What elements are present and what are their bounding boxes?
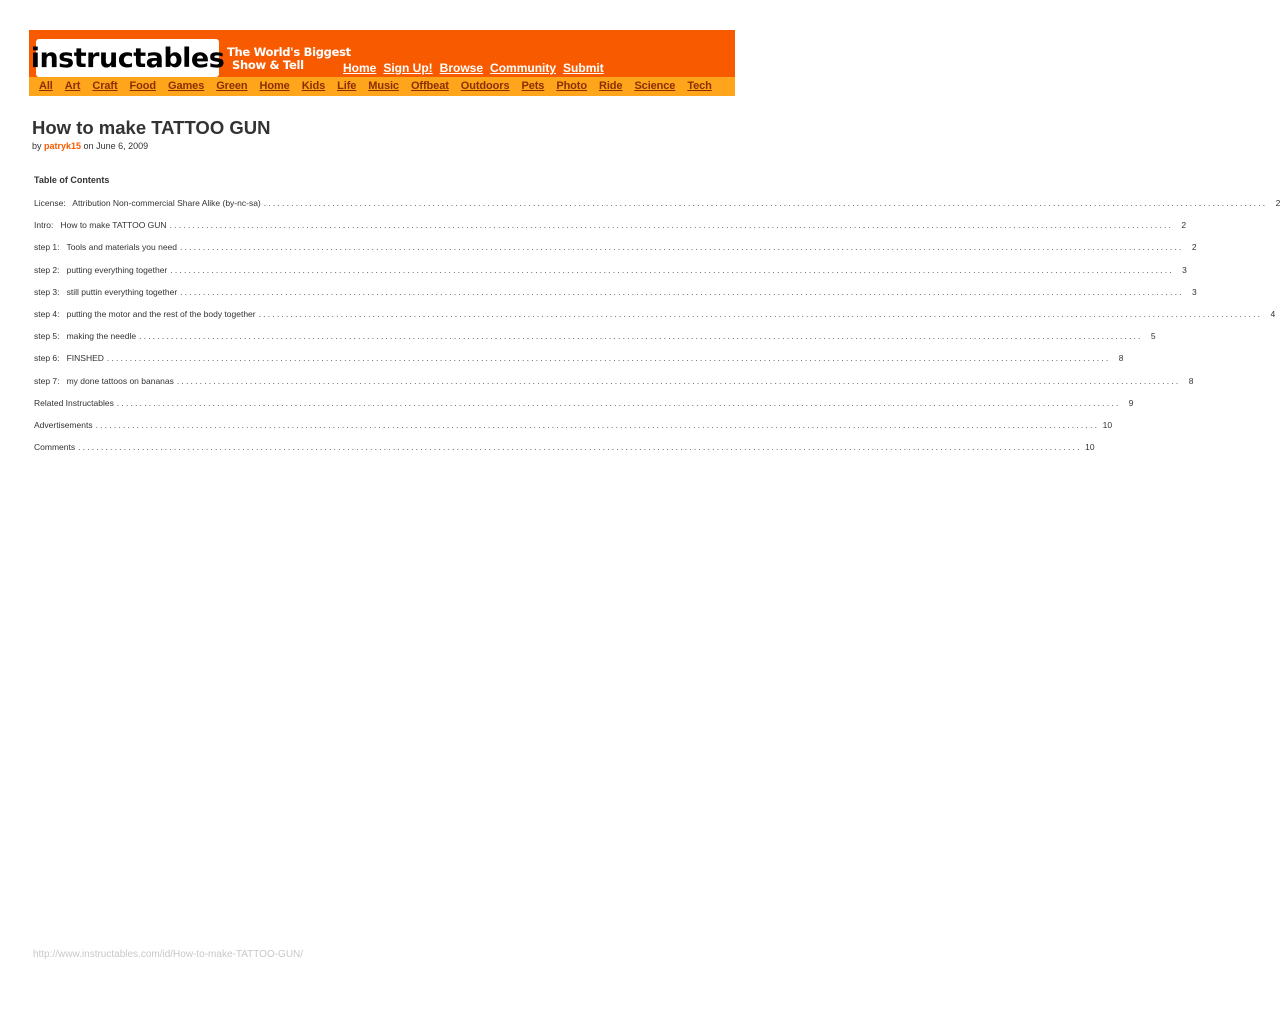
byline-by: by — [32, 141, 45, 151]
toc-entry-page: 10 — [1085, 442, 1095, 453]
toc-dot-leader: ............................................................................................................................................................................................................................ — [116, 397, 1121, 408]
toc-entry-related[interactable] — [34, 397, 1134, 420]
toc-entry-page: 4 — [1270, 308, 1276, 319]
toc-entry-label: Intro: How to make TATTOO GUN — [34, 220, 167, 231]
toc-entry-page: 9 — [1128, 397, 1134, 408]
toc-entry-label: Related Instructables — [34, 397, 114, 408]
toc-entry-page: 8 — [1188, 375, 1194, 386]
toc-entry-page: 2 — [1275, 198, 1280, 208]
toc-entry-page: 3 — [1191, 286, 1197, 297]
toc-entry-intro[interactable] — [34, 220, 1187, 242]
toc-entry-label: step 4: putting the motor and the rest of the body together — [34, 308, 256, 319]
toc-entry-step-5[interactable] — [34, 331, 1156, 353]
toc-entry-license[interactable] — [34, 198, 1280, 220]
category-pets-link[interactable]: Pets — [521, 80, 545, 92]
toc-dot-leader: ............................................................................................................................................................................................................................ — [176, 375, 1181, 386]
toc-entry-page: 2 — [1191, 242, 1197, 253]
toc-entry-step-4[interactable] — [34, 308, 1276, 331]
article-title: How to make TATTOO GUN — [32, 117, 271, 138]
byline-on: on — [81, 141, 97, 151]
category-music-link[interactable]: Music — [368, 80, 399, 92]
toc-entry-label: step 7: my done tattoos on bananas — [34, 375, 174, 386]
logo-text: instructables — [30, 42, 225, 74]
nav-submit-link[interactable]: Submit — [563, 61, 604, 75]
main-nav — [343, 61, 604, 75]
toc-dot-leader: ............................................................................................................................................................................................................................ — [180, 242, 1184, 253]
toc-entry-page: 3 — [1182, 264, 1187, 275]
toc-entry-label: step 5: making the needle — [34, 331, 137, 342]
toc-heading: Table of Contents — [34, 175, 110, 185]
toc-entry-step-2[interactable] — [34, 264, 1187, 287]
toc-entry-label: step 1: Tools and materials you need — [34, 242, 178, 253]
toc-entry-step-7[interactable] — [34, 375, 1194, 398]
category-outdoors-link[interactable]: Outdoors — [460, 80, 510, 92]
site-header-banner — [29, 30, 735, 96]
category-all-link[interactable]: All — [39, 80, 53, 92]
nav-home-link[interactable]: Home — [343, 61, 377, 75]
category-craft-link[interactable]: Craft — [92, 80, 118, 92]
toc-entry-label: Comments — [34, 442, 76, 453]
category-food-link[interactable]: Food — [129, 80, 157, 92]
nav-community-link[interactable]: Community — [490, 61, 557, 75]
author-link[interactable]: patryk15 — [44, 141, 82, 151]
nav-browse-link[interactable]: Browse — [439, 61, 484, 75]
toc-entry-step-1[interactable] — [34, 242, 1197, 264]
article-byline — [32, 141, 148, 151]
category-science-link[interactable]: Science — [634, 80, 676, 92]
tagline-line-2: Show & Tell — [232, 58, 304, 72]
toc-dot-leader: ............................................................................................................................................................................................................................ — [106, 353, 1111, 364]
toc-entry-page: 2 — [1181, 220, 1187, 231]
tagline-line-1: The World's Biggest — [227, 45, 351, 59]
toc-entry-page: 8 — [1118, 353, 1124, 364]
toc-dot-leader: ............................................................................................................................................................................................................................ — [169, 220, 1174, 231]
toc-dot-leader: ............................................................................................................................................................................................................................ — [263, 198, 1268, 208]
category-photo-link[interactable]: Photo — [556, 80, 587, 92]
toc-dot-leader: ............................................................................................................................................................................................................................ — [78, 442, 1082, 453]
toc-entry-label: License: Attribution Non-commercial Share Alike (by-nc-sa) — [34, 198, 261, 208]
toc-entry-page: 5 — [1150, 331, 1156, 342]
category-home-link[interactable]: Home — [259, 80, 290, 92]
toc-entry-label: Advertisements — [34, 419, 93, 430]
table-of-contents — [34, 198, 1280, 464]
toc-entry-comments[interactable] — [34, 442, 1095, 464]
nav-signup-link[interactable]: Sign Up! — [383, 61, 433, 75]
toc-dot-leader: ............................................................................................................................................................................................................................ — [180, 286, 1184, 297]
toc-dot-leader: ............................................................................................................................................................................................................................ — [95, 419, 1100, 430]
tagline — [227, 46, 351, 72]
publish-date: June 6, 2009 — [96, 141, 149, 151]
toc-entry-label: step 3: still puttin everything together — [34, 286, 178, 297]
category-ride-link[interactable]: Ride — [599, 80, 623, 92]
toc-entry-advertisements[interactable] — [34, 419, 1113, 442]
toc-entry-step-3[interactable] — [34, 286, 1197, 309]
category-offbeat-link[interactable]: Offbeat — [410, 80, 449, 92]
category-tech-link[interactable]: Tech — [687, 80, 712, 92]
category-nav — [39, 80, 712, 92]
toc-dot-leader: ............................................................................................................................................................................................................................ — [170, 264, 1174, 275]
site-logo[interactable] — [30, 39, 225, 77]
toc-dot-leader: ............................................................................................................................................................................................................................ — [258, 308, 1263, 319]
toc-entry-page: 10 — [1102, 419, 1113, 430]
category-art-link[interactable]: Art — [64, 80, 81, 92]
toc-entry-label: step 6: FINSHED — [34, 353, 104, 364]
toc-entry-label: step 2: putting everything together — [34, 264, 168, 275]
toc-dot-leader: ............................................................................................................................................................................................................................ — [139, 331, 1143, 342]
toc-entry-step-6[interactable] — [34, 353, 1124, 375]
category-games-link[interactable]: Games — [168, 80, 205, 92]
category-life-link[interactable]: Life — [337, 80, 357, 92]
category-kids-link[interactable]: Kids — [301, 80, 326, 92]
category-bar — [29, 77, 735, 96]
category-green-link[interactable]: Green — [216, 80, 248, 92]
footer-url[interactable]: http://www.instructables.com/id/How-to-make-TATTOO-GUN/ — [33, 949, 304, 960]
